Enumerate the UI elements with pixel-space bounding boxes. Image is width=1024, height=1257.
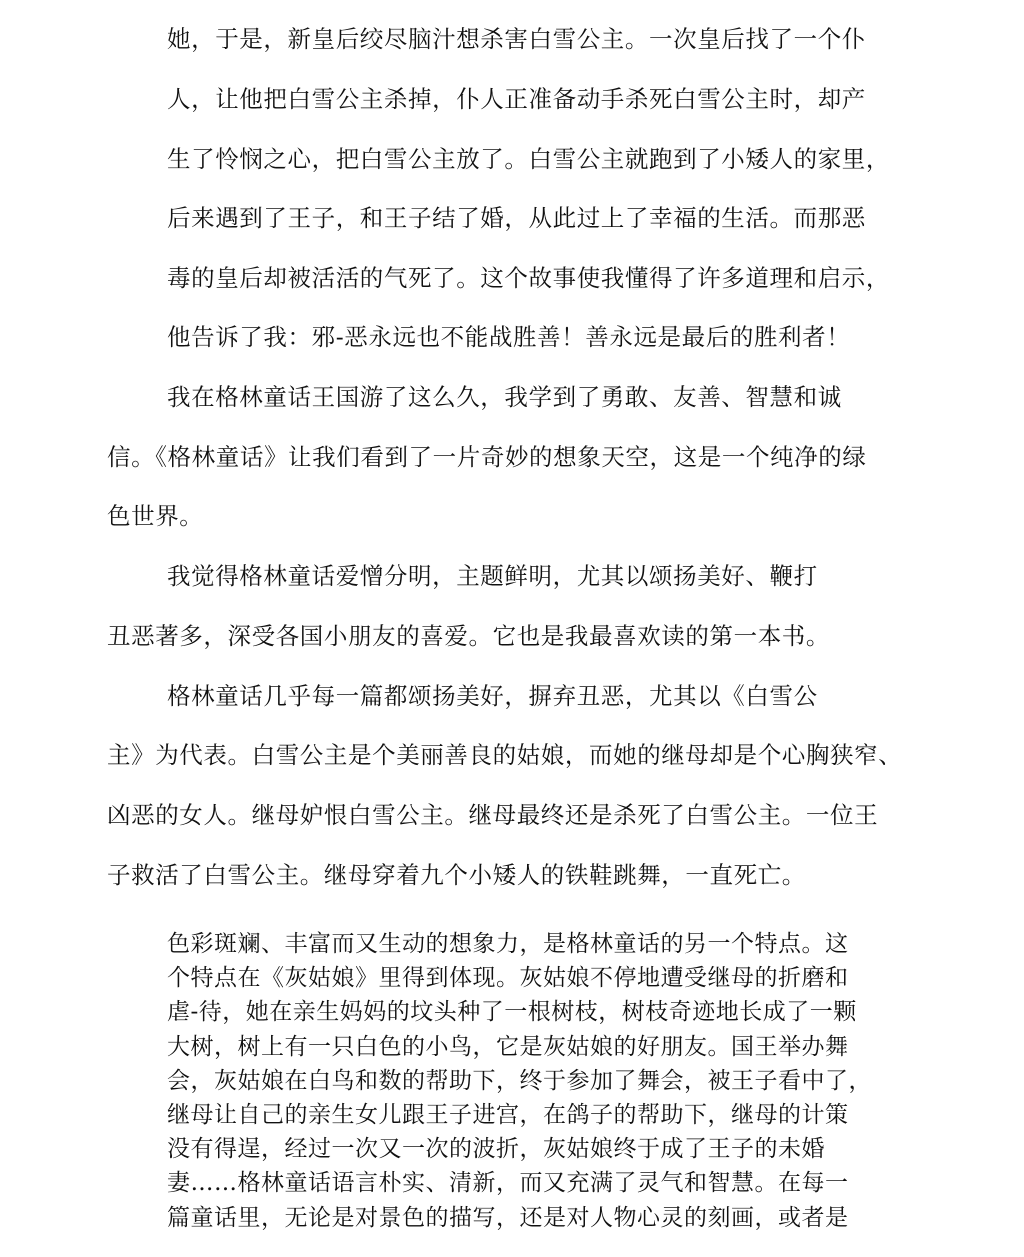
- text-line: 子救活了白雪公主。继母穿着九个小矮人的铁鞋跳舞，一直死亡。: [107, 861, 806, 889]
- text-line: 继母让自己的亲生女儿跟王子进宫，在鸽子的帮助下，继母的计策: [167, 1102, 849, 1128]
- text-line: 丑恶著多，深受各国小朋友的喜爱。它也是我最喜欢读的第一本书。: [107, 622, 830, 650]
- text-line: 大树，树上有一只白色的小鸟，它是灰姑娘的好朋友。国王举办舞: [167, 1034, 849, 1060]
- text-line: 色世界。: [107, 502, 204, 530]
- text-line: 我在格林童话王国游了这么久，我学到了勇敢、友善、智慧和诚: [167, 383, 842, 411]
- text-line: 没有得逞，经过一次又一次的波折，灰姑娘终于成了王子的未婚: [167, 1136, 825, 1162]
- text-line: 信。《格林童话》让我们看到了一片奇妙的想象天空，这是一个纯净的绿: [107, 443, 867, 471]
- text-line: 毒的皇后却被活活的气死了。这个故事使我懂得了许多道理和启示，: [167, 264, 890, 292]
- text-line: 生了怜悯之心，把白雪公主放了。白雪公主就跑到了小矮人的家里，: [167, 145, 890, 173]
- text-line: 格林童话几乎每一篇都颂扬美好，摒弃丑恶，尤其以《白雪公: [167, 682, 818, 710]
- text-line: 主》为代表。白雪公主是个美丽善良的姑娘，而她的继母却是个心胸狭窄、: [107, 741, 903, 769]
- text-line: 凶恶的女人。继母妒恨白雪公主。继母最终还是杀死了白雪公主。一位王: [107, 801, 879, 829]
- text-line: 色彩斑斓、丰富而又生动的想象力，是格林童话的另一个特点。这: [167, 931, 849, 957]
- text-line: 个特点在《灰姑娘》里得到体现。灰姑娘不停地遭受继母的折磨和: [167, 965, 849, 991]
- text-line: 篇童话里，无论是对景色的描写，还是对人物心灵的刻画，或者是: [167, 1205, 849, 1231]
- text-line: 后来遇到了王子，和王子结了婚，从此过上了幸福的生活。而那恶: [167, 204, 866, 232]
- text-line: 会，灰姑娘在白鸟和数的帮助下，终于参加了舞会，被王子看中了，: [167, 1068, 872, 1094]
- text-line: 我觉得格林童话爱憎分明，主题鲜明，尤其以颂扬美好、鞭打: [167, 562, 818, 590]
- text-line: 妻……格林童话语言朴实、清新，而又充满了灵气和智慧。在每一: [167, 1170, 849, 1196]
- text-line: 她，于是，新皇后绞尽脑汁想杀害白雪公主。一次皇后找了一个仆: [167, 25, 866, 53]
- text-line: 虐-待，她在亲生妈妈的坟头种了一根树枝，树枝奇迹地长成了一颗: [167, 999, 857, 1025]
- text-line: 他告诉了我：邪-恶永远也不能战胜善！善永远是最后的胜利者！: [167, 323, 851, 351]
- text-line: 人，让他把白雪公主杀掉，仆人正准备动手杀死白雪公主时，却产: [167, 85, 866, 113]
